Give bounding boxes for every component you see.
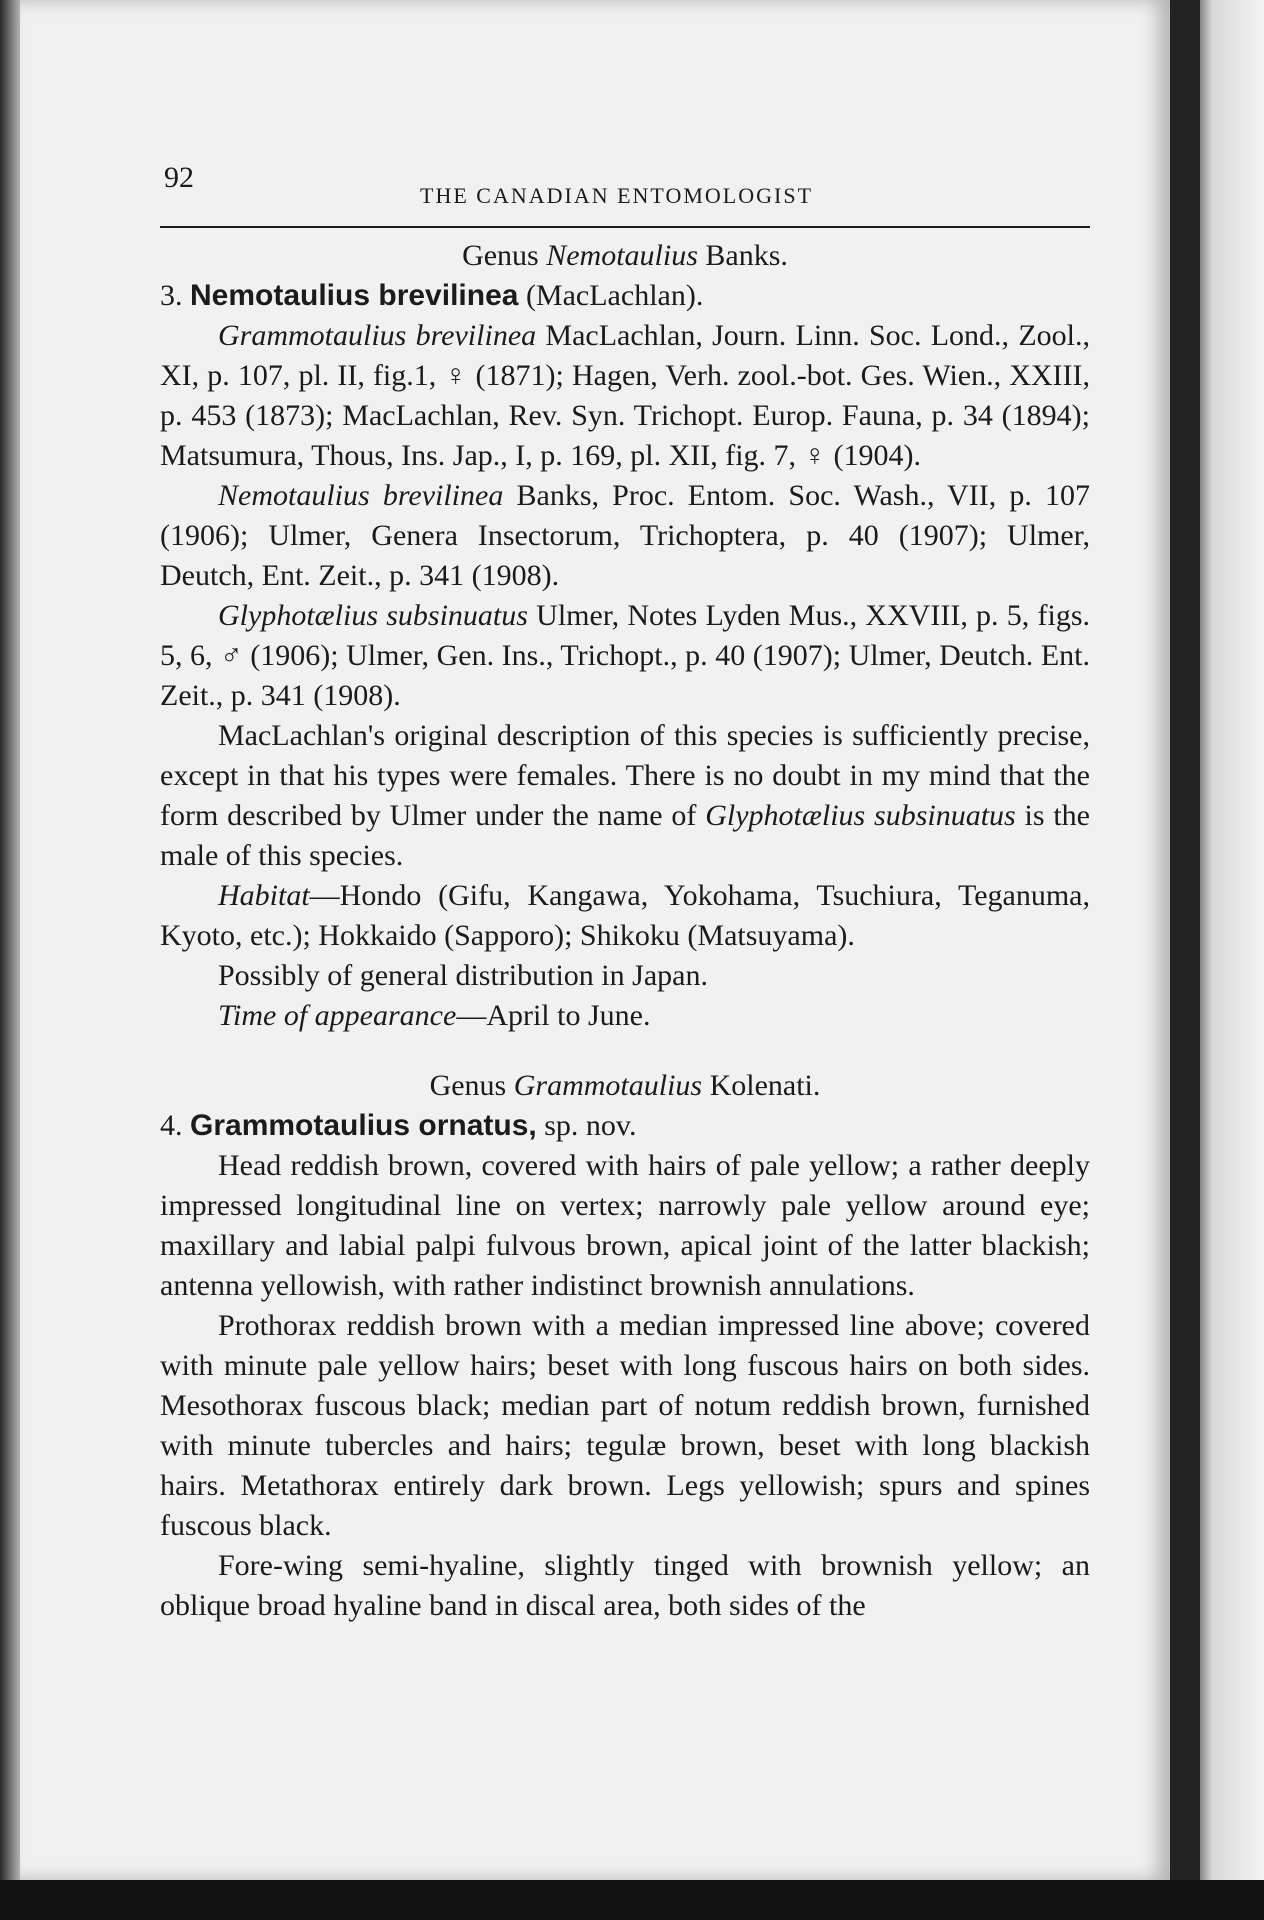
page-gutter-shadow (1170, 0, 1200, 1920)
synonym-paragraph (160, 476, 1090, 596)
header-rule (160, 226, 1090, 228)
species-number: 3. (160, 279, 190, 312)
time-text: —April to June. (456, 999, 651, 1032)
habitat-paragraph (160, 876, 1090, 956)
time-paragraph (160, 996, 1090, 1036)
description-paragraph: Fore-wing semi-hyaline, slightly tinged with brownish yellow; an oblique broad hyaline band in discal area, both sides of the (160, 1549, 1090, 1622)
habitat-text: —Hondo (Gifu, Kangawa, Yokohama, Tsuchiura, Teganuma, Kyoto, etc.); Hokkaido (Sapporo); Shikoku (Matsuyama). (160, 879, 1090, 952)
time-label: Time of appearance (218, 999, 457, 1032)
remarks-text: MacLachlan's original description of this species is sufficiently precise, except in that his types were females. There is no doubt in my mind that the form described by Ulmer under the name of (160, 719, 1090, 832)
habitat-label: Habitat (218, 879, 310, 912)
species-name: Grammotaulius ornatus, (190, 1109, 537, 1142)
synonym-paragraph (160, 596, 1090, 716)
genus-heading (160, 236, 1090, 276)
synonym-paragraph (160, 316, 1090, 476)
journal-title: THE CANADIAN ENTOMOLOGIST (420, 183, 814, 208)
genus-author: Kolenati. (702, 1069, 821, 1102)
species-author: (MacLachlan). (518, 279, 704, 312)
remarks-paragraph (160, 716, 1090, 876)
species-name: Nemotaulius brevilinea (190, 279, 519, 312)
species-author: sp. nov. (536, 1109, 637, 1142)
genus-prefix: Genus (429, 1069, 514, 1102)
remarks-species-name: Glyphotælius subsinuatus (705, 799, 1016, 832)
synonym-citation: Banks, Proc. Entom. Soc. Wash., VII, p. 107 (1906); Ulmer, Genera Insectorum, Trichoptera, p. 40 (1907); Ulmer, Deutch, Ent. Zeit., p. 341 (1908). (160, 479, 1091, 592)
species-heading (160, 276, 1090, 316)
distribution-paragraph: Possibly of general distribution in Japan. (218, 959, 708, 992)
synonym-name: Glyphotælius subsinuatus (218, 599, 528, 632)
running-head (160, 150, 1090, 210)
description-paragraph: Head reddish brown, covered with hairs of pale yellow; a rather deeply impressed longitudinal line on vertex; narrowly pale yellow around eye; maxillary and labial palpi fulvous brown, apical joint of the latter blackish; antenna yellowish, with rather indistinct brownish annulations. (160, 1149, 1090, 1302)
remarks-text: is the male of this species. (160, 799, 1090, 872)
section-gap (160, 1036, 1090, 1066)
species-number: 4. (160, 1109, 190, 1142)
synonym-citation: MacLachlan, Journ. Linn. Soc. Lond., Zool., XI, p. 107, pl. II, fig.1, ♀ (1871); Hagen, Verh. zool.-bot. Ges. Wien., XXIII, p. 453 (1873); MacLachlan, Rev. Syn. Trichopt. Europ. Fauna, p. 34 (1894); Matsumura, Thous, Ins. Jap., I, p. 169, pl. XII, fig. 7, ♀ (1904). (160, 319, 1090, 472)
genus-heading (160, 1066, 1090, 1106)
description-paragraph: Prothorax reddish brown with a median impressed line above; covered with minute pale yellow hairs; beset with long fuscous hairs on both sides. Mesothorax fuscous black; median part of notum reddish brown, furnished with minute tubercles and hairs; tegulæ brown, beset with long blackish hairs. Metathorax entirely dark brown. Legs yellowish; spurs and spines fuscous black. (160, 1309, 1090, 1542)
genus-prefix: Genus (462, 239, 547, 272)
synonym-citation: Ulmer, Notes Lyden Mus., XXVIII, p. 5, figs. 5, 6, ♂ (1906); Ulmer, Gen. Ins., Trichopt., p. 40 (1907); Ulmer, Deutch. Ent. Zeit., p. 341 (1908). (160, 599, 1091, 712)
facing-page-edge (1170, 0, 1264, 1920)
synonym-name: Nemotaulius brevilinea (218, 479, 504, 512)
page-number: 92 (164, 161, 194, 194)
genus-name: Nemotaulius (546, 239, 698, 272)
genus-name: Grammotaulius (513, 1069, 703, 1102)
article-body (160, 236, 1090, 1626)
page-content (160, 150, 1091, 1622)
synonym-name: Grammotaulius brevilinea (218, 319, 537, 352)
species-heading (160, 1106, 1090, 1146)
scan-bottom-edge (0, 1880, 1264, 1920)
genus-author: Banks. (697, 239, 788, 272)
